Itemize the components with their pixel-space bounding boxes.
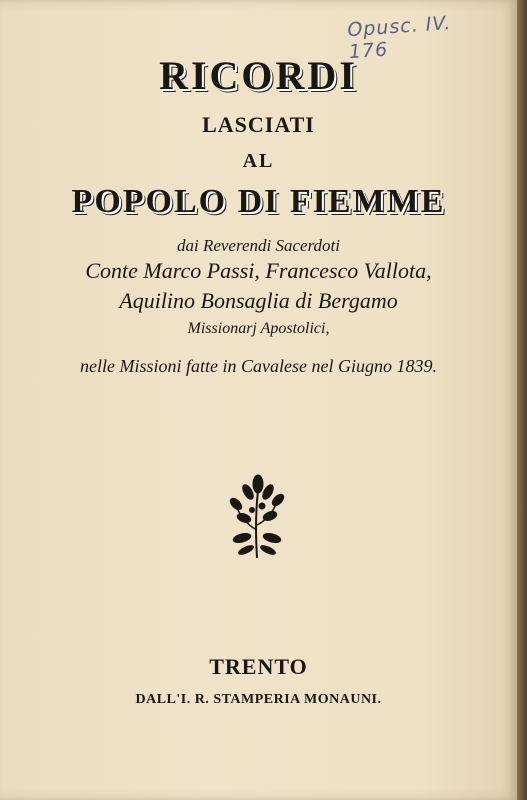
authors-intro: dai Reverendi Sacerdoti: [176, 236, 341, 255]
authors-names2: Aquilino Bonsaglia di Bergamo: [119, 288, 398, 313]
floral-vignette-icon: [222, 470, 292, 560]
authors-names1: Conte Marco Passi, Francesco Vallota,: [85, 258, 432, 283]
shelfmark-handwritten: Opusc. IV. 176: [346, 12, 452, 64]
title-sub1: LASCIATI: [202, 112, 315, 137]
title-main: RICORDI: [159, 53, 358, 98]
title-main2: POPOLO DI FIEMME: [71, 183, 446, 220]
page-edge: [517, 0, 527, 800]
imprint-place: TRENTO: [209, 654, 308, 679]
title-sub2: AL: [242, 150, 275, 172]
imprint-printer: DALL'I. R. STAMPERIA MONAUNI.: [135, 692, 382, 707]
mission-line: nelle Missioni fatte in Cavalese nel Giugno 1839.: [80, 356, 437, 376]
authors-role: Missionarj Apostolici,: [187, 320, 330, 337]
